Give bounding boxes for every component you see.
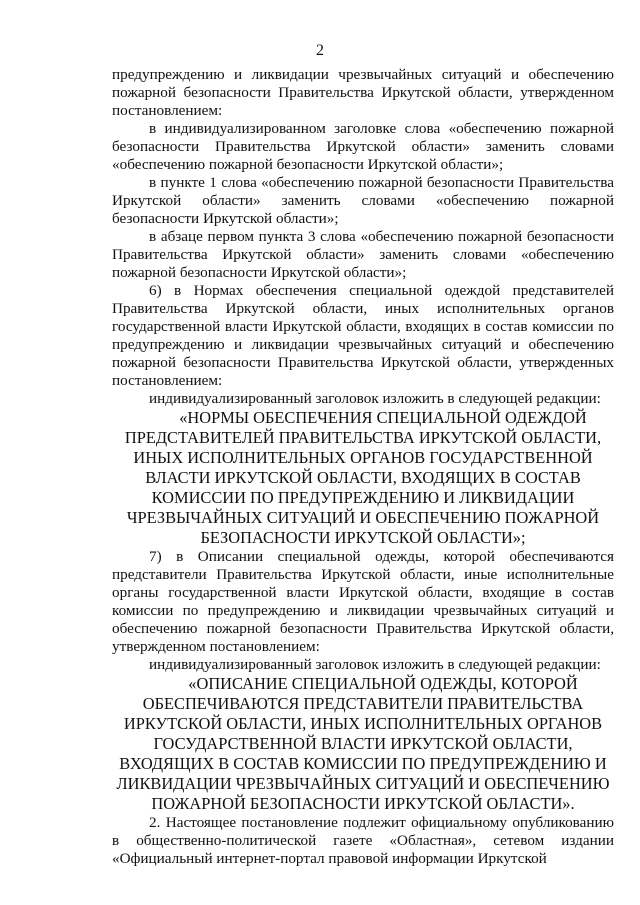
document-body bbox=[112, 66, 614, 868]
paragraph-item-3-replacement: в абзаце первом пункта 3 слова «обеспечению пожарной безопасности Правительства Иркутской области» заменить словами «обеспечению пожарной безопасности Иркутской области»; bbox=[112, 228, 614, 281]
paragraph-heading-instruction-2: индивидуализированный заголовок изложить в следующей редакции: bbox=[149, 656, 601, 673]
paragraph-item-6: 6) в Нормах обеспечения специальной одеждой представителей Правительства Иркутской области, иных исполнительных органов государственной власти Иркутской области, входящих в состав комиссии по предупреждению и ликвидации чрезвычайных ситуаций и обеспечению пожарной безопасности Правительства Иркутской области, утвержденных постановлением: bbox=[112, 282, 614, 389]
page-number: 2 bbox=[316, 42, 324, 59]
paragraph-heading-instruction-1: индивидуализированный заголовок изложить в следующей редакции: bbox=[149, 390, 601, 407]
paragraph-item-2-publication: 2. Настоящее постановление подлежит официальному опубликованию в общественно-политической газете «Областная», сетевом издании «Официальный интернет-портал правовой информации Иркутской bbox=[112, 814, 614, 867]
heading-norms: «НОРМЫ ОБЕСПЕЧЕНИЯ СПЕЦИАЛЬНОЙ ОДЕЖДОЙ ПРЕДСТАВИТЕЛЕЙ ПРАВИТЕЛЬСТВА ИРКУТСКОЙ ОБЛАСТИ, ИНЫХ ИСПОЛНИТЕЛЬНЫХ ОРГАНОВ ГОСУДАРСТВЕННОЙ ВЛАСТИ ИРКУТСКОЙ ОБЛАСТИ, ВХОДЯЩИХ В СОСТАВ КОМИССИИ ПО ПРЕДУПРЕЖДЕНИЮ И ЛИКВИДАЦИИ ЧРЕЗВЫЧАЙНЫХ СИТУАЦИЙ И ОБЕСПЕЧЕНИЮ ПОЖАРНОЙ БЕЗОПАСНОСТИ ИРКУТСКОЙ ОБЛАСТИ»; bbox=[124, 408, 602, 547]
paragraph-item-1-replacement: в пункте 1 слова «обеспечению пожарной безопасности Правительства Иркутской области» заменить словами «обеспечению пожарной безопасности Иркутской области»; bbox=[112, 174, 614, 227]
heading-description: «ОПИСАНИЕ СПЕЦИАЛЬНОЙ ОДЕЖДЫ, КОТОРОЙ ОБЕСПЕЧИВАЮТСЯ ПРЕДСТАВИТЕЛИ ПРАВИТЕЛЬСТВА ИРКУТСКОЙ ОБЛАСТИ, ИНЫХ ИСПОЛНИТЕЛЬНЫХ ОРГАНОВ ГОСУДАРСТВЕННОЙ ВЛАСТИ ИРКУТСКОЙ ОБЛАСТИ, ВХОДЯЩИХ В СОСТАВ КОМИССИИ ПО ПРЕДУПРЕЖДЕНИЮ И ЛИКВИДАЦИИ ЧРЕЗВЫЧАЙНЫХ СИТУАЦИЙ И ОБЕСПЕЧЕНИЮ ПОЖАРНОЙ БЕЗОПАСНОСТИ ИРКУТСКОЙ ОБЛАСТИ». bbox=[116, 674, 610, 813]
paragraph-title-replacement: в индивидуализированном заголовке слова «обеспечению пожарной безопасности Правительства Иркутской области» заменить словами «обеспечению пожарной безопасности Иркутской области»; bbox=[112, 120, 614, 173]
paragraph-continuation: предупреждению и ликвидации чрезвычайных ситуаций и обеспечению пожарной безопасности Правительства Иркутской области, утвержденном постановлением: bbox=[112, 66, 614, 119]
paragraph-item-7: 7) в Описании специальной одежды, которой обеспечиваются представители Правительства Иркутской области, иные исполнительные органы государственной власти Иркутской области, входящие в состав комиссии по предупреждению и ликвидации чрезвычайных ситуаций и обеспечению пожарной безопасности Правительства Иркутской области, утвержденном постановлением: bbox=[112, 548, 614, 655]
